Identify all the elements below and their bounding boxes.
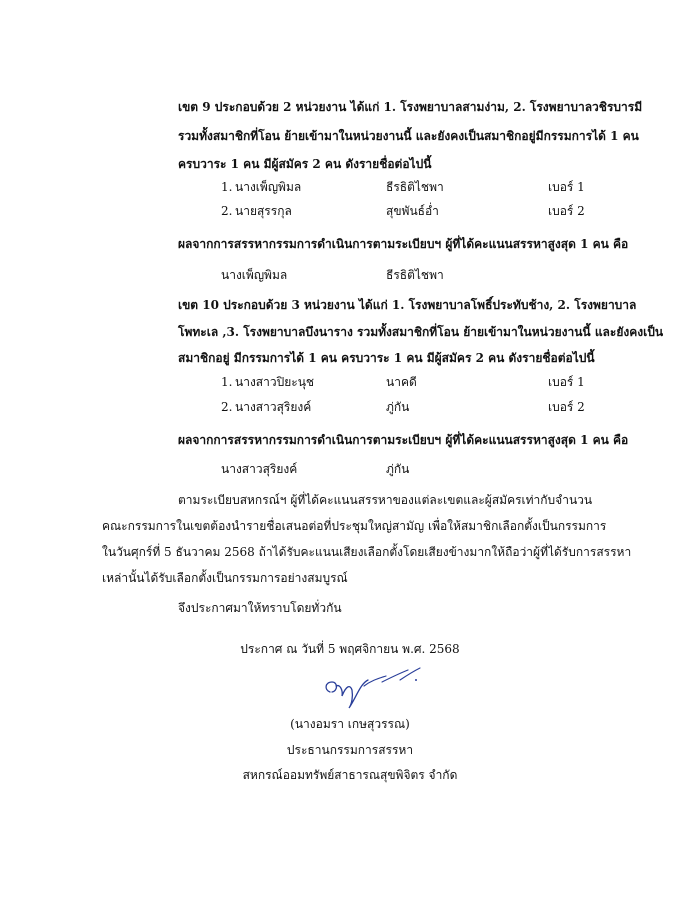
- closing-paragraph-line3: ในวันศุกร์ที่ 5 ธันวาคม 2568 ถ้าได้รับคะแนนเสียงเลือกตั้งโดยเสียงข้างมากให้ถือว่าผู้ที่ได้รับการสรรหา: [102, 545, 632, 559]
- candidate-number: เบอร์ 2: [548, 204, 585, 218]
- candidate-last-name: สุขพันธ์อ่ำ: [386, 204, 439, 218]
- signer-title: ประธานกรรมการสรรหา: [286, 743, 414, 757]
- zone10-line1: เขต 10 ประกอบด้วย 3 หน่วยงาน ได้แก่ 1. โรงพยาบาลโพธิ์ประทับช้าง, 2. โรงพยาบาล: [178, 298, 637, 312]
- zone10-line2: โพทะเล ,3. โรงพยาบาลบึงนาราง รวมทั้งสมาชิกที่โอน ย้ายเข้ามาในหน่วยงานนี้ และยังคงเป็น: [178, 325, 664, 339]
- candidate-first-name: นายสุรรกุล: [235, 204, 292, 218]
- candidate-no: 2.: [221, 400, 233, 414]
- zone9-result: ผลจากการสรรหากรรมการดำเนินการตามระเบียบฯ ผู้ที่ได้คะแนนสรรหาสูงสุด 1 คน คือ: [178, 237, 629, 251]
- handwritten-signature: [316, 660, 426, 712]
- closing-paragraph-line2: คณะกรรมการในเขตต้องนำรายชื่อเสนอต่อที่ประชุมใหญ่สามัญ เพื่อให้สมาชิกเลือกตั้งเป็นกรรมการ: [102, 519, 607, 533]
- signer-name: (นางอมรา เกษสุวรรณ): [290, 717, 410, 731]
- zone10-line3: สมาชิกอยู่ มีกรรมการได้ 1 คน ครบวาระ 1 คน มีผู้สมัคร 2 คน ดังรายชื่อต่อไปนี้: [178, 351, 595, 365]
- candidate-first-name: นางสาวปิยะนุช: [235, 375, 315, 389]
- closing-paragraph-line4: เหล่านั้นได้รับเลือกตั้งเป็นกรรมการอย่างสมบูรณ์: [102, 571, 348, 585]
- winner-last-name: ภู่กัน: [386, 462, 410, 476]
- candidate-no: 2.: [221, 204, 233, 218]
- candidate-last-name: นาคดี: [386, 375, 417, 389]
- winner-first-name: นางเพ็ญพิมล: [221, 268, 288, 282]
- zone10-candidate-1: [0, 374, 700, 390]
- candidate-number: เบอร์ 2: [548, 400, 585, 414]
- zone9-line2: รวมทั้งสมาชิกที่โอน ย้ายเข้ามาในหน่วยงานนี้ และยังคงเป็นสมาชิกอยู่มีกรรมการได้ 1 คน: [178, 129, 639, 143]
- zone9-line3: ครบวาระ 1 คน มีผู้สมัคร 2 คน ดังรายชื่อต่อไปนี้: [178, 157, 432, 171]
- closing-paragraph-line1: ตามระเบียบสหกรณ์ฯ ผู้ที่ได้คะแนนสรรหาของแต่ละเขตและผู้สมัครเท่ากับจำนวน: [178, 493, 593, 507]
- zone10-result: ผลจากการสรรหากรรมการดำเนินการตามระเบียบฯ ผู้ที่ได้คะแนนสรรหาสูงสุด 1 คน คือ: [178, 433, 629, 447]
- candidate-last-name: ธีรธิติไชพา: [386, 180, 444, 194]
- candidate-last-name: ภู่กัน: [386, 400, 410, 414]
- organization-name: สหกรณ์ออมทรัพย์สาธารณสุขพิจิตร จำกัด: [242, 768, 458, 782]
- zone9-candidate-1: [0, 179, 700, 195]
- candidate-no: 1.: [221, 375, 233, 389]
- announcement-date: ประกาศ ณ วันที่ 5 พฤศจิกายน พ.ศ. 2568: [240, 642, 460, 656]
- zone9-winner: [0, 267, 700, 283]
- candidate-first-name: นางสาวสุริยงค์: [235, 400, 312, 414]
- announcement-text: จึงประกาศมาให้ทราบโดยทั่วกัน: [178, 601, 342, 615]
- winner-first-name: นางสาวสุริยงค์: [221, 462, 298, 476]
- candidate-no: 1.: [221, 180, 233, 194]
- zone10-winner: [0, 461, 700, 477]
- candidate-first-name: นางเพ็ญพิมล: [235, 180, 302, 194]
- zone9-candidate-2: [0, 203, 700, 219]
- candidate-number: เบอร์ 1: [548, 375, 585, 389]
- candidate-number: เบอร์ 1: [548, 180, 585, 194]
- winner-last-name: ธีรธิติไชพา: [386, 268, 444, 282]
- zone10-candidate-2: [0, 399, 700, 415]
- zone9-line1: เขต 9 ประกอบด้วย 2 หน่วยงาน ได้แก่ 1. โรงพยาบาลสามง่าม, 2. โรงพยาบาลวชิรบารมี: [178, 100, 643, 114]
